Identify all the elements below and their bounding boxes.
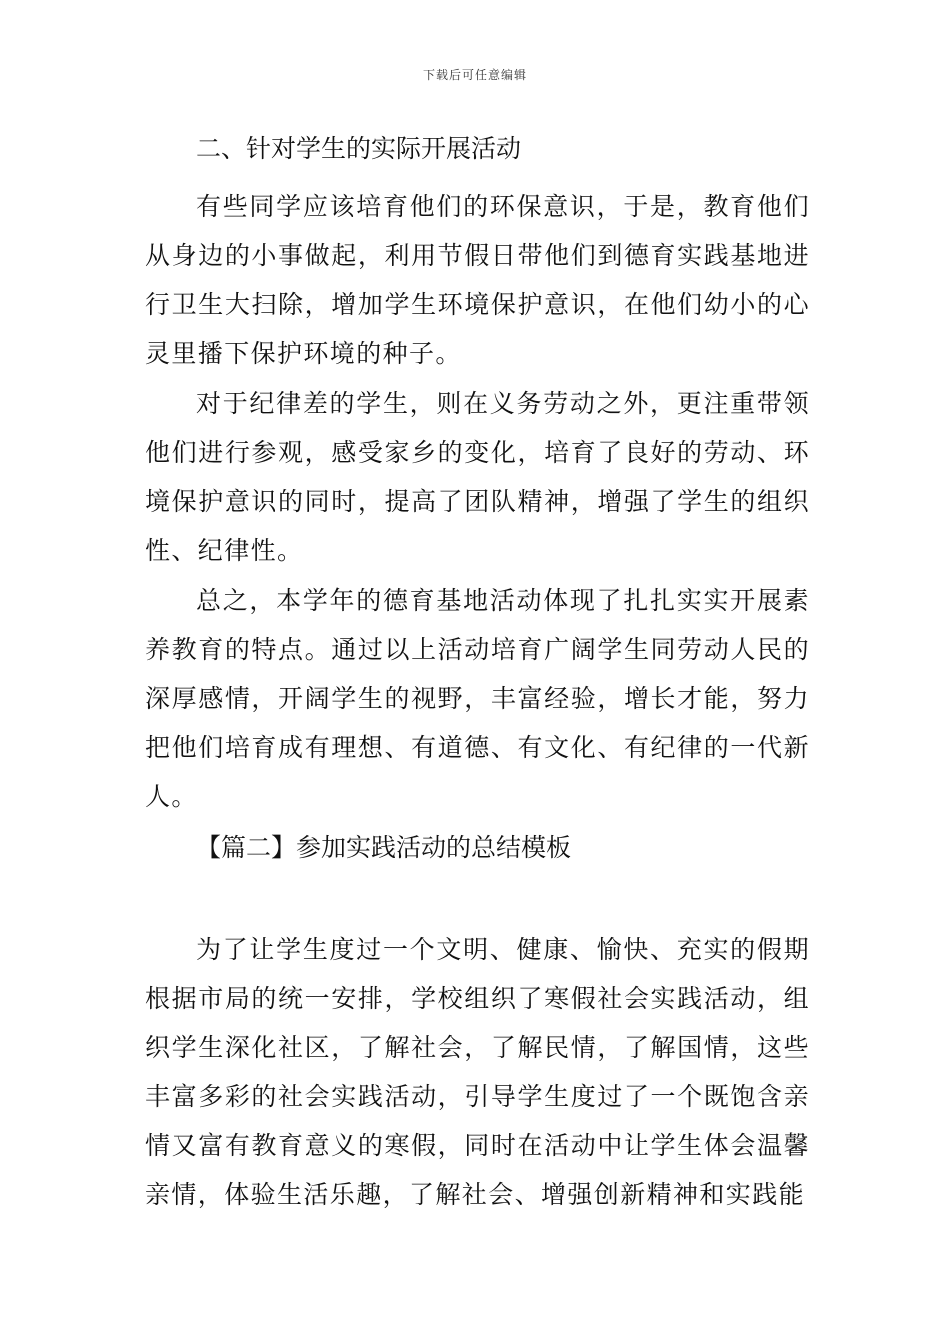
body-paragraph-2: 对于纪律差的学生，则在义务劳动之外，更注重带领他们进行参观，感受家乡的变化，培育了良好的劳动、环境保护意识的同时，提高了团队精神，增强了学生的组织性、纪律性。 [145,389,810,565]
document-body [145,124,810,1219]
body-paragraph-3: 总之，本学年的德育基地活动体现了扎扎实实开展素养教育的特点。通过以上活动培育广阔学生同劳动人民的深厚感情，开阔学生的视野，丰富经验，增长才能，努力把他们培育成有理想、有道德、有文化、有纪律的一代新人。 [145,586,810,811]
page-header-note: 下载后可任意编辑 [422,68,527,82]
section-heading: 二、针对学生的实际开展活动 [196,134,522,163]
section-title: 【篇二】参加实践活动的总结模板 [196,833,572,862]
blank-line [145,873,810,925]
body-paragraph-1: 有些同学应该培育他们的环保意识，于是，教育他们从身边的小事做起，利用节假日带他们到德育实践基地进行卫生大扫除，增加学生环境保护意识，在他们幼小的心灵里播下保护环境的种子。 [145,192,810,368]
body-paragraph-4: 为了让学生度过一个文明、健康、愉快、充实的假期根据市局的统一安排，学校组织了寒假社会实践活动，组织学生深化社区，了解社会，了解民情，了解国情，这些丰富多彩的社会实践活动，引导学生度过了一个既饱含亲情又富有教育意义的寒假，同时在活动中让学生体会温馨亲情，体验生活乐趣，了解社会、增强创新精神和实践能 [145,935,810,1209]
